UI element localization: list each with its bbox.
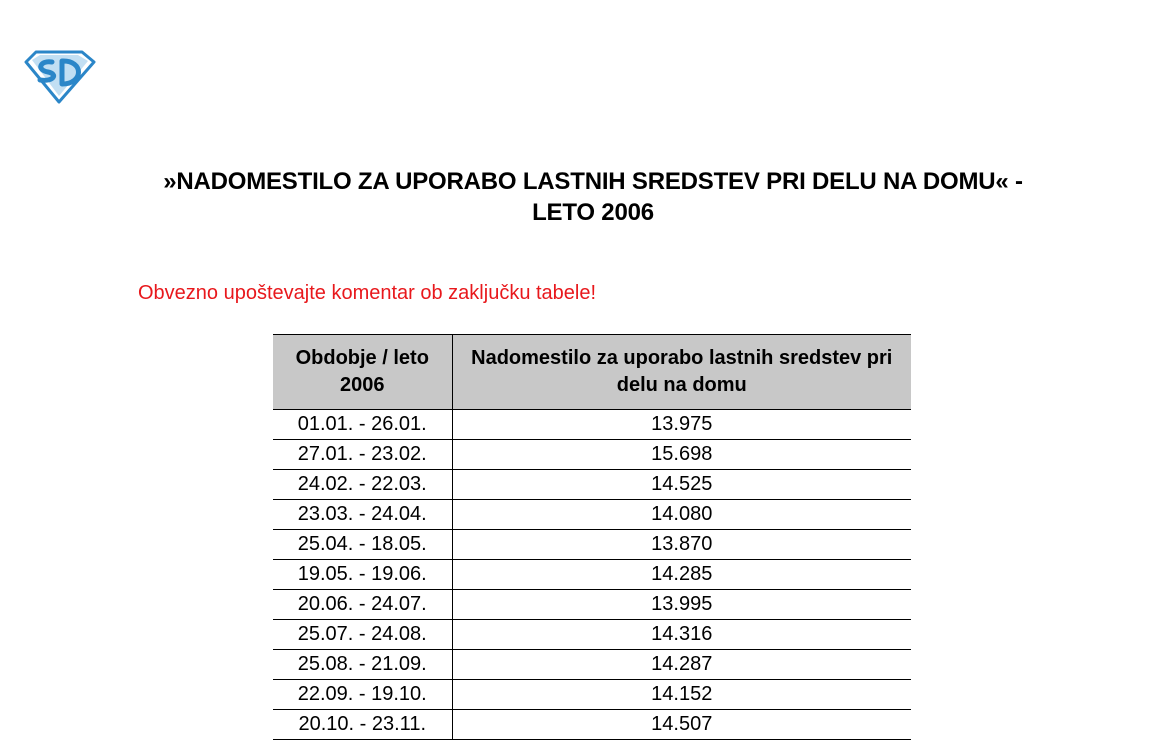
notice-text: Obvezno upoštevajte komentar ob zaključku tabele! xyxy=(138,282,597,304)
amount-cell: 13.995 xyxy=(452,590,911,620)
period-cell: 25.07. - 24.08. xyxy=(273,620,452,650)
period-cell: 24.02. - 22.03. xyxy=(273,470,452,500)
amount-cell: 14.507 xyxy=(452,710,911,740)
table-row xyxy=(273,560,911,590)
amount-cell: 14.080 xyxy=(452,500,911,530)
period-cell: 01.01. - 26.01. xyxy=(273,410,452,440)
amount-cell: 14.525 xyxy=(452,470,911,500)
period-cell: 23.03. - 24.04. xyxy=(273,500,452,530)
period-cell: 20.10. - 23.11. xyxy=(273,710,452,740)
amount-cell: 14.285 xyxy=(452,560,911,590)
period-cell: 25.08. - 21.09. xyxy=(273,650,452,680)
period-cell: 19.05. - 19.06. xyxy=(273,560,452,590)
column-header-period: Obdobje / leto 2006 xyxy=(273,335,452,410)
table-header-row xyxy=(273,335,911,410)
table-row xyxy=(273,680,911,710)
table-row xyxy=(273,500,911,530)
table-row xyxy=(273,650,911,680)
amount-cell: 13.870 xyxy=(452,530,911,560)
table-row xyxy=(273,470,911,500)
table-row xyxy=(273,440,911,470)
period-cell: 25.04. - 18.05. xyxy=(273,530,452,560)
amount-cell: 14.287 xyxy=(452,650,911,680)
amount-cell: 14.316 xyxy=(452,620,911,650)
amount-cell: 13.975 xyxy=(452,410,911,440)
table-row xyxy=(273,410,911,440)
rates-table xyxy=(273,334,911,740)
table-row xyxy=(273,590,911,620)
amount-cell: 14.152 xyxy=(452,680,911,710)
table-row xyxy=(273,710,911,740)
period-cell: 27.01. - 23.02. xyxy=(273,440,452,470)
period-cell: 20.06. - 24.07. xyxy=(273,590,452,620)
page-title: »NADOMESTILO ZA UPORABO LASTNIH SREDSTEV PRI DELU NA DOMU« - LETO 2006 xyxy=(163,168,1023,226)
diamond-sd-logo-icon xyxy=(22,48,96,104)
column-header-amount: Nadomestilo za uporabo lastnih sredstev pri delu na domu xyxy=(452,335,911,410)
table-row xyxy=(273,620,911,650)
amount-cell: 15.698 xyxy=(452,440,911,470)
table-row xyxy=(273,530,911,560)
period-cell: 22.09. - 19.10. xyxy=(273,680,452,710)
